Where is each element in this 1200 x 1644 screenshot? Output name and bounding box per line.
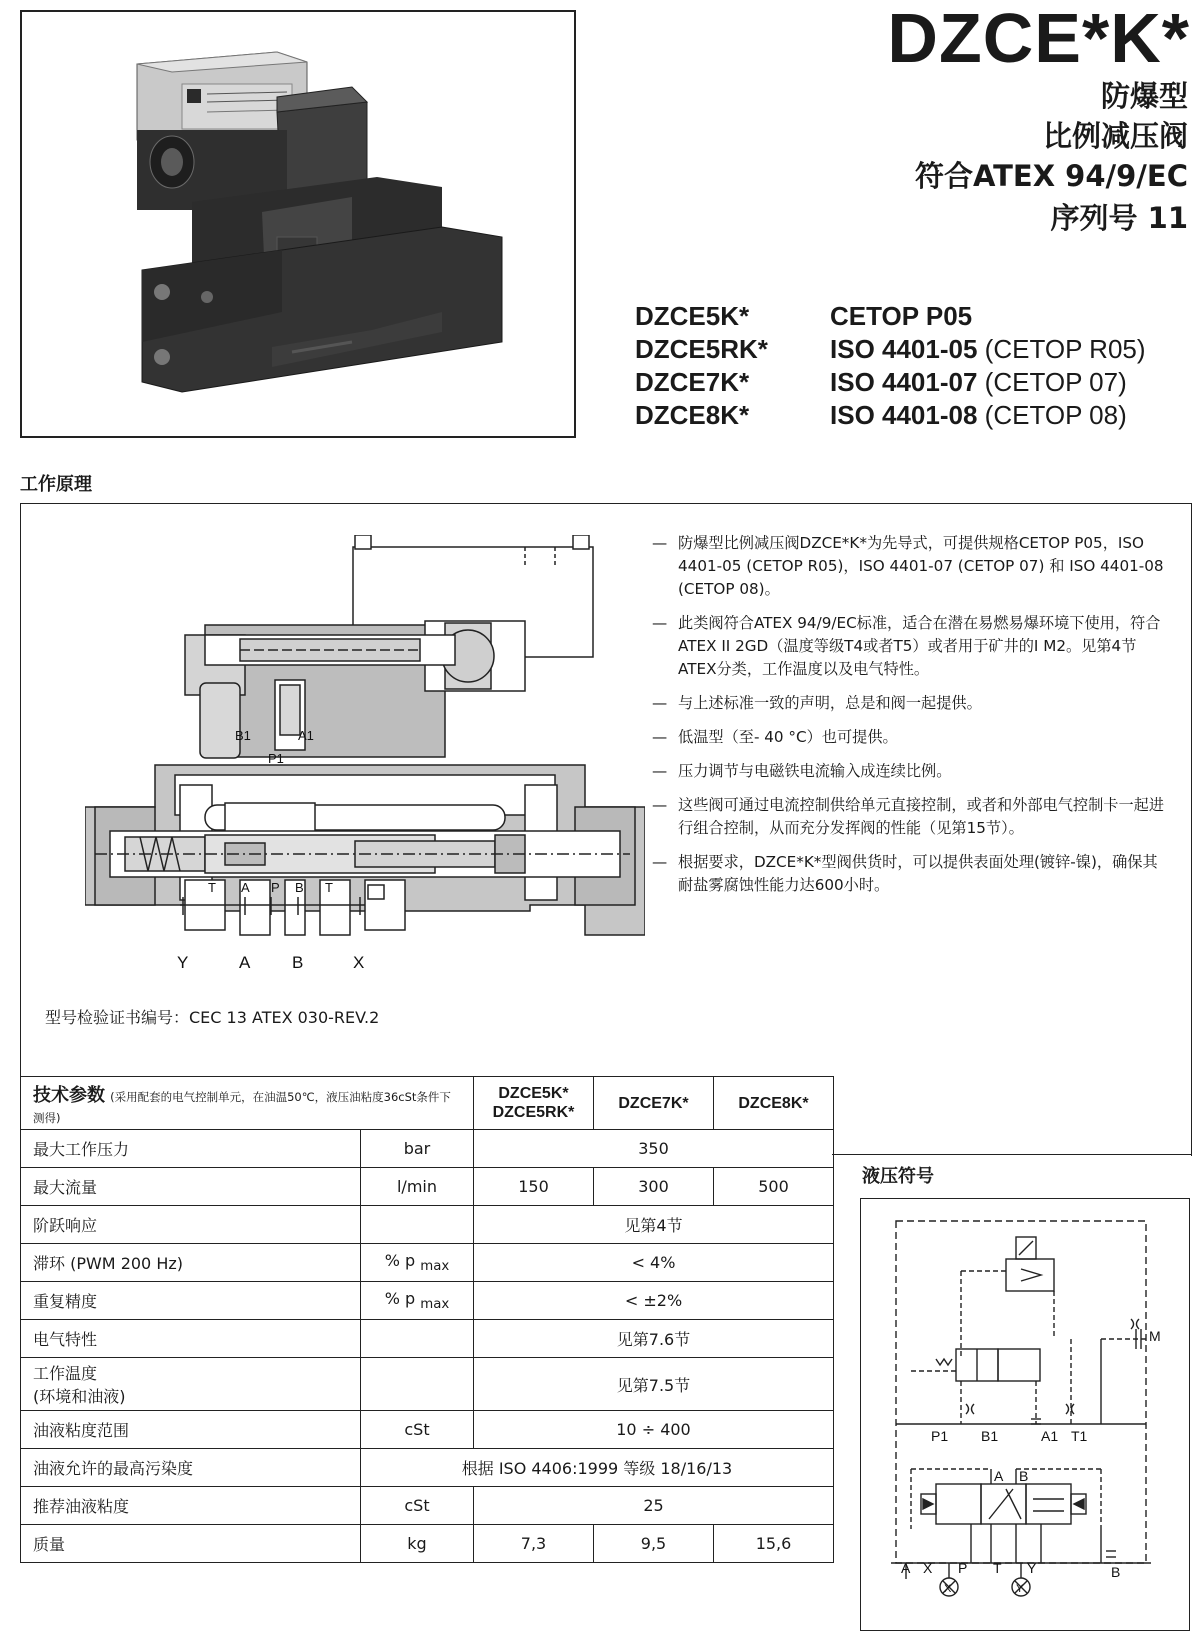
col-header-7k: DZCE7K*	[594, 1077, 714, 1130]
bullet-item: — 低温型（至- 40 °C）也可提供。	[652, 728, 898, 746]
subtitle-line-4: 序列号 11	[1050, 201, 1188, 235]
section-label-p1: P1	[268, 751, 284, 766]
bullet-item: — 这些阀可通过电流控制供给单元直接控制，或者和外部电气控制卡一起进行组合控制，从而充分发挥阀的性能（见第15节）。	[652, 796, 1164, 837]
bullet-item: — 与上述标准一致的声明，总是和阀一起提供。	[652, 694, 982, 712]
section-label-a: A	[239, 953, 251, 972]
section-label-b: B	[292, 953, 304, 972]
bullet-item: — 防爆型比例减压阀DZCE*K*为先导式，可提供规格CETOP P05，ISO 4401-05 (CETOP R05)，ISO 4401-07 (CETOP 07) 和 ISO 4401-08 (CETOP 08)。	[652, 534, 1164, 598]
table-row: 油液允许的最高污染度 根据 ISO 4406:1999 等级 18/16/13	[21, 1449, 834, 1487]
symbol-label-t: T	[993, 1560, 1002, 1576]
table-row: 滞环 (PWM 200 Hz) % p $_{max}$ < 4%	[21, 1244, 834, 1282]
symbol-label-p1: P1	[931, 1428, 949, 1444]
symbol-label-t1: T1	[1071, 1428, 1088, 1444]
bullet-item: — 压力调节与电磁铁电流输入成连续比例。	[652, 762, 952, 780]
model-name: DZCE5K*	[635, 301, 750, 331]
spec-table	[20, 1076, 834, 1563]
model-name: DZCE7K*	[635, 367, 750, 397]
symbol-label-m: M	[1149, 1328, 1161, 1344]
section-label-y: Y	[177, 953, 189, 972]
bullet-item: — 根据要求，DZCE*K*型阀供货时，可以提供表面处理(镀锌-镍)，确保其耐盐雾腐蚀性能力达600小时。	[652, 853, 1158, 894]
model-name: DZCE5RK*	[635, 334, 768, 364]
valve-section-drawing	[85, 535, 645, 975]
table-row: 工作温度 (环境和油液) 见第7.5节	[21, 1358, 834, 1411]
symbol-label-y-circle: Y	[1016, 1583, 1024, 1595]
table-row: 最大工作压力 bar 350	[21, 1130, 834, 1168]
principle-frame-bottom	[832, 1154, 1192, 1155]
subtitle-line-2: 比例减压阀	[1042, 119, 1188, 153]
symbol-label-x-circle: X	[944, 1583, 952, 1595]
certificate-number: 型号检验证书编号：CEC 13 ATEX 030-REV.2	[45, 1008, 380, 1027]
section-label-t-left: T	[208, 880, 216, 895]
hydraulic-symbol-diagram	[861, 1199, 1188, 1629]
table-header-cell: 技术参数 (采用配套的电气控制单元，在油温50℃，液压油粘度36cSt条件下测得)	[21, 1077, 474, 1130]
document-title: DZCE*K*	[887, 0, 1190, 77]
symbol-label-a1: A1	[1041, 1428, 1059, 1444]
table-row: 推荐油液粘度 cSt 25	[21, 1487, 834, 1525]
symbol-label-p: P	[958, 1560, 968, 1576]
model-standard: ISO 4401-08 (CETOP 08)	[830, 400, 1127, 430]
model-standard: ISO 4401-05 (CETOP R05)	[830, 334, 1146, 364]
subtitle-line-3: 符合ATEX 94/9/EC	[914, 159, 1188, 193]
section-label-a-inner: A	[241, 880, 250, 895]
model-standard: ISO 4401-07 (CETOP 07)	[830, 367, 1127, 397]
table-row: 最大流量 l/min 150 300 500	[21, 1168, 834, 1206]
section-label-a1: A1	[298, 728, 314, 743]
table-row: 质量 kg 7,3 9,5 15,6	[21, 1525, 834, 1563]
hydraulic-symbol-box	[860, 1198, 1190, 1631]
section-heading-principle: 工作原理	[20, 474, 92, 495]
table-row: 电气特性 见第7.6节	[21, 1320, 834, 1358]
symbol-label-a: A	[901, 1560, 911, 1576]
table-header-row	[21, 1077, 834, 1130]
symbol-label-x: X	[923, 1560, 933, 1576]
section-label-x: X	[353, 953, 365, 972]
table-row: 油液粘度范围 cSt 10 ÷ 400	[21, 1411, 834, 1449]
table-row: 重复精度 % p $_{max}$ < ±2%	[21, 1282, 834, 1320]
section-label-p-inner: P	[271, 880, 280, 895]
section-label-t-right: T	[325, 880, 333, 895]
symbol-label-b: B	[1111, 1564, 1121, 1580]
section-label-b-inner: B	[295, 880, 304, 895]
product-photo	[20, 10, 576, 438]
col-header-5k: DZCE5K* DZCE5RK*	[474, 1077, 594, 1130]
section-label-b1: B1	[235, 728, 251, 743]
table-row: 阶跃响应 见第4节	[21, 1206, 834, 1244]
col-header-8k: DZCE8K*	[714, 1077, 834, 1130]
symbol-label-a-top: A	[994, 1468, 1004, 1484]
symbol-label-y: Y	[1027, 1560, 1037, 1576]
symbol-label-b1: B1	[981, 1428, 999, 1444]
valve-photo-illustration	[22, 12, 574, 436]
subtitle-line-1: 防爆型	[1100, 79, 1188, 113]
section-heading-symbol: 液压符号	[862, 1166, 934, 1187]
model-name: DZCE8K*	[635, 400, 750, 430]
model-standard: CETOP P05	[830, 301, 973, 331]
bullet-item: — 此类阀符合ATEX 94/9/EC标准，适合在潜在易燃易爆环境下使用，符合ATEX II 2GD（温度等级T4或者T5）或者用于矿井的I M2。见第4节ATEX分类，工作温度以及电气特性。	[652, 614, 1161, 678]
principle-bullets	[652, 532, 1167, 908]
symbol-label-b-top: B	[1019, 1468, 1029, 1484]
